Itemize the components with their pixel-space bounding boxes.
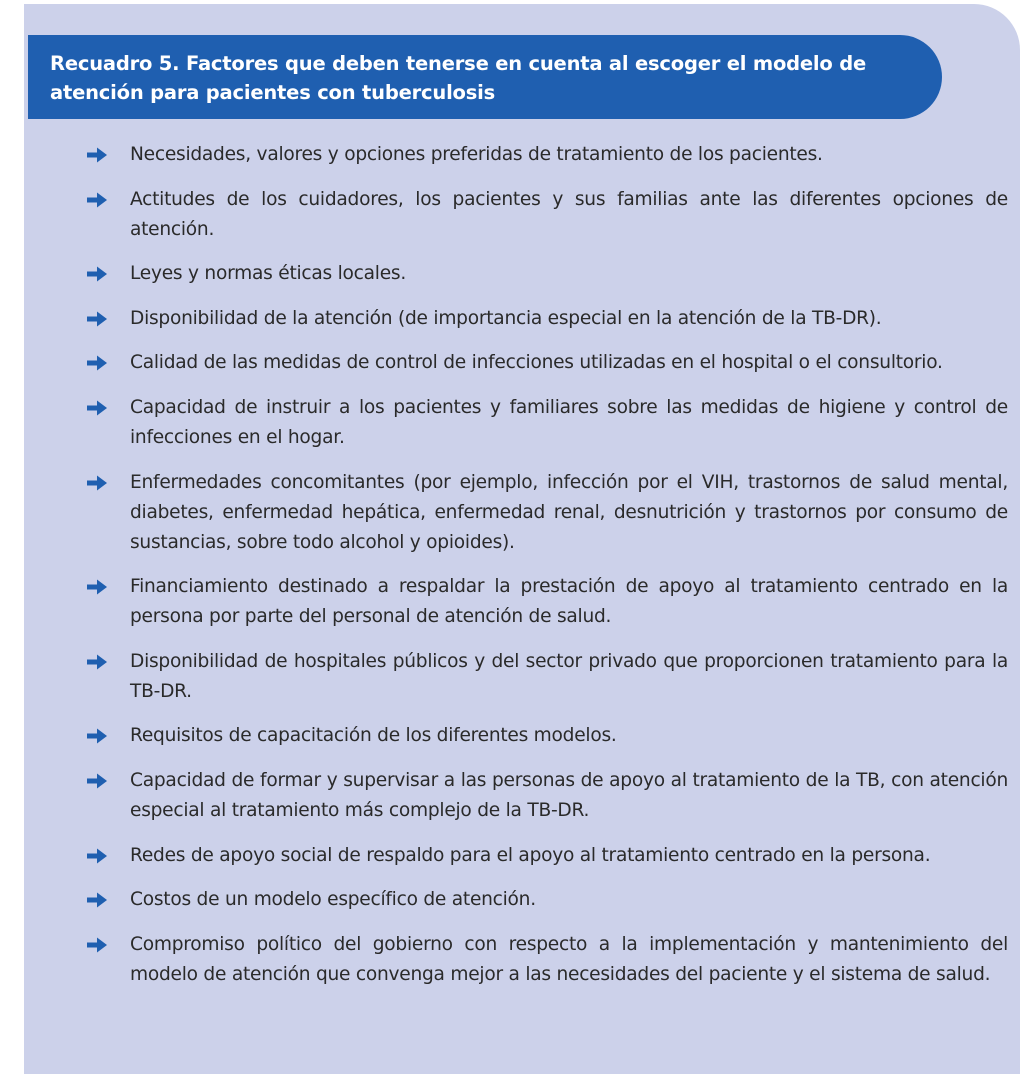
list-item-text: Financiamiento destinado a respaldar la prestación de apoyo al tratamiento centrado en la persona por parte del personal de atención de salud. xyxy=(130,576,1008,628)
arrow-right-icon xyxy=(86,647,112,677)
arrow-right-icon xyxy=(86,721,112,751)
list-item xyxy=(86,930,1008,990)
box-title: Recuadro 5. Factores que deben tenerse en cuenta al escoger el modelo de atención para pacientes con tuberculosis xyxy=(28,35,942,119)
list-item xyxy=(86,885,1008,915)
factors-box xyxy=(24,4,1020,1074)
list-item-text: Actitudes de los cuidadores, los pacientes y sus familias ante las diferentes opciones de atención. xyxy=(130,188,1008,240)
list-item xyxy=(86,572,1008,632)
arrow-right-icon xyxy=(86,348,112,378)
arrow-right-icon xyxy=(86,572,112,602)
arrow-right-icon xyxy=(86,259,112,289)
arrow-right-icon xyxy=(86,930,112,960)
list-item-text: Costos de un modelo específico de atención. xyxy=(130,889,536,911)
list-item xyxy=(86,140,1008,170)
list-item xyxy=(86,185,1008,245)
arrow-right-icon xyxy=(86,468,112,498)
list-item xyxy=(86,259,1008,289)
list-item xyxy=(86,647,1008,707)
list-item-text: Redes de apoyo social de respaldo para el apoyo al tratamiento centrado en la persona. xyxy=(130,844,931,866)
list-item-text: Capacidad de formar y supervisar a las personas de apoyo al tratamiento de la TB, con atención especial al tratamiento más complejo de la TB-DR. xyxy=(130,769,1008,821)
list-item xyxy=(86,348,1008,378)
list-item-text: Disponibilidad de hospitales públicos y del sector privado que proporcionen tratamiento para la TB-DR. xyxy=(130,650,1008,702)
list-item-text: Compromiso político del gobierno con respecto a la implementación y mantenimiento del modelo de atención que convenga mejor a las necesidades del paciente y el sistema de salud. xyxy=(130,933,1008,985)
arrow-right-icon xyxy=(86,885,112,915)
arrow-right-icon xyxy=(86,185,112,215)
list-item xyxy=(86,304,1008,334)
list-item-text: Requisitos de capacitación de los diferentes modelos. xyxy=(130,725,617,747)
arrow-right-icon xyxy=(86,140,112,170)
list-item-text: Enfermedades concomitantes (por ejemplo, infección por el VIH, trastornos de salud mental, diabetes, enfermedad hepática, enfermedad renal, desnutrición y trastornos por consumo de sustancias, sobre todo alcohol y opioides). xyxy=(130,471,1008,553)
arrow-right-icon xyxy=(86,393,112,423)
arrow-right-icon xyxy=(86,766,112,796)
list-item-text: Leyes y normas éticas locales. xyxy=(130,263,406,285)
list-item xyxy=(86,841,1008,871)
list-item-text: Disponibilidad de la atención (de importancia especial en la atención de la TB-DR). xyxy=(130,307,882,329)
list-item-text: Capacidad de instruir a los pacientes y familiares sobre las medidas de higiene y control de infecciones en el hogar. xyxy=(130,396,1008,448)
arrow-right-icon xyxy=(86,841,112,871)
list-item xyxy=(86,468,1008,558)
factors-list xyxy=(86,140,1008,1004)
arrow-right-icon xyxy=(86,304,112,334)
list-item xyxy=(86,721,1008,751)
list-item-text: Calidad de las medidas de control de infecciones utilizadas en el hospital o el consultorio. xyxy=(130,352,943,374)
list-item-text: Necesidades, valores y opciones preferidas de tratamiento de los pacientes. xyxy=(130,144,823,165)
list-item xyxy=(86,393,1008,453)
list-item xyxy=(86,766,1008,826)
